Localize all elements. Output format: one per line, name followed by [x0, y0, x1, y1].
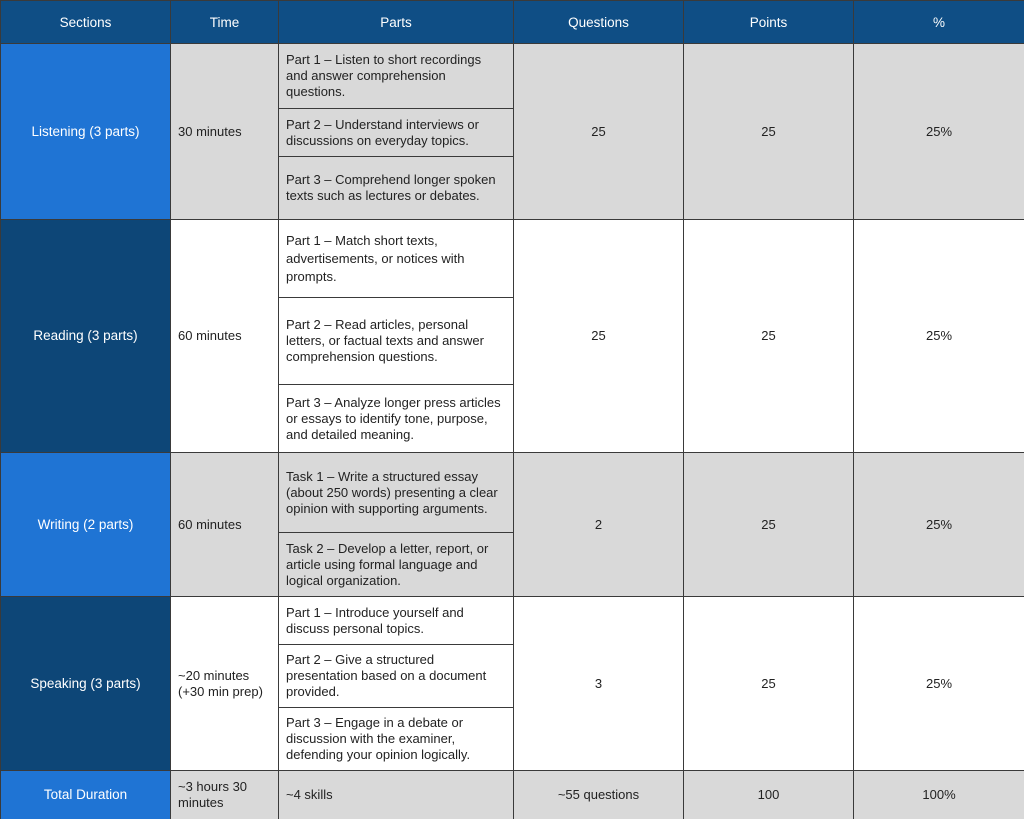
percent-cell: 25% — [854, 44, 1024, 220]
part-cell: Part 1 – Introduce yourself and discuss personal topics. — [279, 597, 514, 645]
header-row — [1, 1, 1024, 44]
part-cell: Part 2 – Give a structured presentation based on a document provided. — [279, 645, 514, 708]
time-cell: 30 minutes — [171, 44, 279, 220]
header-percent: % — [854, 1, 1024, 44]
header-points: Points — [684, 1, 854, 44]
part-cell: Part 2 – Understand interviews or discussions on everyday topics. — [279, 109, 514, 157]
table-row — [1, 44, 1024, 109]
time-cell: 60 minutes — [171, 453, 279, 597]
section-listening: Listening (3 parts) — [1, 44, 171, 220]
header-time: Time — [171, 1, 279, 44]
points-cell: 25 — [684, 597, 854, 771]
total-points: 100 — [684, 771, 854, 819]
total-label: Total Duration — [1, 771, 171, 819]
part-cell: Part 3 – Engage in a debate or discussion with the examiner, defending your opinion logically. — [279, 708, 514, 771]
part-cell: Task 1 – Write a structured essay (about 250 words) presenting a clear opinion with supporting arguments. — [279, 453, 514, 533]
points-cell: 25 — [684, 220, 854, 453]
questions-cell: 25 — [514, 44, 684, 220]
points-cell: 25 — [684, 453, 854, 597]
section-reading: Reading (3 parts) — [1, 220, 171, 453]
time-cell: 60 minutes — [171, 220, 279, 453]
section-speaking: Speaking (3 parts) — [1, 597, 171, 771]
questions-cell: 25 — [514, 220, 684, 453]
total-row — [1, 771, 1024, 819]
part-cell: Part 1 – Listen to short recordings and answer comprehension questions. — [279, 44, 514, 109]
section-writing: Writing (2 parts) — [1, 453, 171, 597]
header-parts: Parts — [279, 1, 514, 44]
part-cell: Task 2 – Develop a letter, report, or article using formal language and logical organization. — [279, 533, 514, 597]
questions-cell: 3 — [514, 597, 684, 771]
header-sections: Sections — [1, 1, 171, 44]
table-row — [1, 597, 1024, 645]
part-cell: Part 2 – Read articles, personal letters, or factual texts and answer comprehension questions. — [279, 298, 514, 385]
points-cell: 25 — [684, 44, 854, 220]
part-cell: Part 3 – Comprehend longer spoken texts such as lectures or debates. — [279, 157, 514, 220]
total-questions: ~55 questions — [514, 771, 684, 819]
table-row — [1, 453, 1024, 533]
time-cell: ~20 minutes (+30 min prep) — [171, 597, 279, 771]
percent-cell: 25% — [854, 453, 1024, 597]
part-cell: Part 3 – Analyze longer press articles or essays to identify tone, purpose, and detailed meaning. — [279, 385, 514, 453]
header-questions: Questions — [514, 1, 684, 44]
table-row — [1, 220, 1024, 298]
total-time: ~3 hours 30 minutes — [171, 771, 279, 819]
total-percent: 100% — [854, 771, 1024, 819]
percent-cell: 25% — [854, 597, 1024, 771]
part-cell: Part 1 – Match short texts, advertisements, or notices with prompts. — [279, 220, 514, 298]
percent-cell: 25% — [854, 220, 1024, 453]
total-parts: ~4 skills — [279, 771, 514, 819]
questions-cell: 2 — [514, 453, 684, 597]
